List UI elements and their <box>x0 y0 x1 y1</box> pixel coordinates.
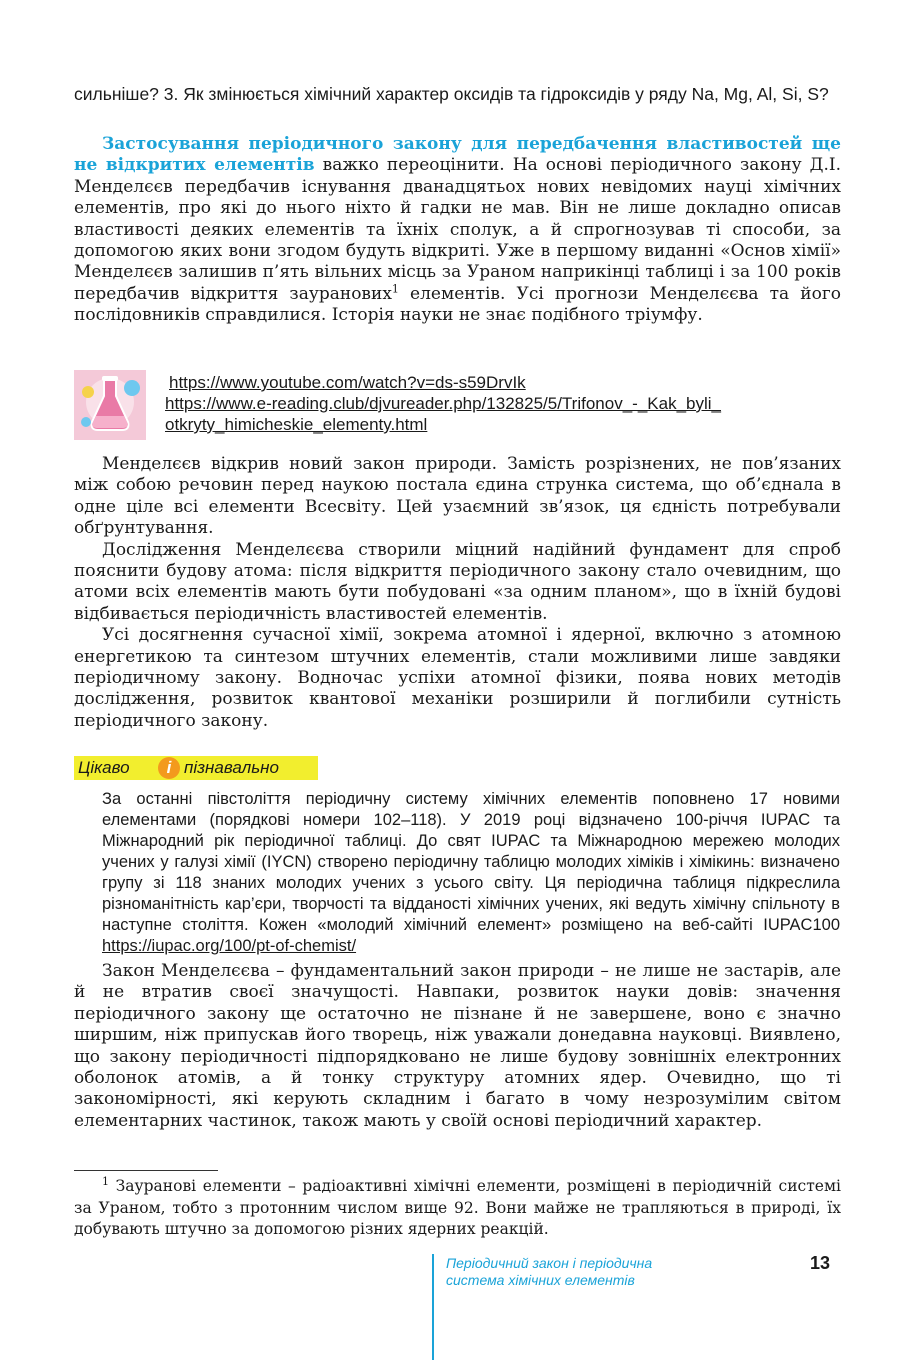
info-icon: і <box>158 757 180 779</box>
paragraph: Менделєєв відкрив новий закон природи. Замість розрізнених, не пов’язаних між собою речовин перед наукою постала єдина струнка система, що об’єднала в одне ціле всі елементи Всесвіту. Цей узаємний зв’язок, ця єдність потребували обґрунтування. <box>74 454 841 539</box>
links-list <box>165 372 855 435</box>
footer-title-line: Періодичний закон і періодична <box>446 1255 653 1271</box>
footnote-text: Зауранові елементи – радіоактивні хімічні елементи, розміщені в періодичній системі за Ураном, тобто з протонним числом вище 92. Вони майже не трапляються в природі, їх добувають штучно за допомогою різних ядерних реакцій. <box>74 1177 841 1238</box>
link-e-reading-cont[interactable]: otkryty_himicheskie_elementy.html <box>165 415 428 434</box>
body-paragraphs <box>74 454 841 732</box>
footnote-divider <box>74 1170 218 1171</box>
paragraph: Дослідження Менделєєва створили міцний надійний фундамент для спроб пояснити будову атома: після відкриття періодичного закону стало очевидним, що атоми всіх елементів мають бути побудовані «за одним планом», що в їхній будові відбивається періодичність властивостей елементів. <box>74 539 841 624</box>
links-block <box>74 368 854 440</box>
fact-box-label <box>74 756 318 780</box>
page-number: 13 <box>810 1253 831 1273</box>
fact-label-left: Цікаво <box>78 758 130 777</box>
paragraph: Закон Менделєєва – фундаментальний закон природи – не лише не застарів, але й не втратив своєї значущості. Навпаки, розвиток науки довів: значення періодичного закону ще остаточно не пізнане й не завершене, воно є значно ширшим, ніж припускав його творець, ніж уважали донедавна науковці. Виявлено, що закону періодичності підпорядковано не лише будову зовнішніх електронних оболонок атомів, а й тонку структуру атомних ядер. Очевидно, що ті закономірності, які керують складним і багато в чому незрозумілим світом елементарних частинок, також мають у своїй основі періодичний характер. <box>74 961 841 1131</box>
top-question: сильніше? 3. Як змінюється хімічний характер оксидів та гідроксидів у ряду Na, Mg, Al, Si, S? <box>74 84 829 104</box>
footnote-ref[interactable]: 1 <box>391 282 399 296</box>
link-e-reading[interactable]: https://www.e-reading.club/djvureader.php/132825/5/Trifonov_-_Kak_byli_ <box>165 394 721 413</box>
paragraph: Усі досягнення сучасної хімії, зокрема атомної і ядерної, включно з атомною енергетикою та синтезом штучних елементів, стали можливими лише завдяки періодичному закону. Водночас успіхи атомної фізики, поява нових методів дослідження, розвиток квантової механіки розширили й поглибили сутність періодичного закону. <box>74 625 841 731</box>
fact-label-right: пізнавально <box>184 758 279 777</box>
paragraph-prediction <box>74 134 841 327</box>
footer-section-title <box>446 1255 746 1289</box>
paragraph-text-end: елементів. Усі прогнози Менделєєва та його послідовників справдилися. Історія науки не знає подібного тріумфу. <box>74 283 841 326</box>
paragraph-text: важко переоцінити. На основі періодичного закону Д.І. Менделєєв передбачив існування дванадцятьох нових невідомих науці хімічних елементів, про які до нього ніхто й гадки не мав. Він не лише докладно описав властивості деяких елементів та їхніх сполук, а й спрогнозував ті способи, за допомогою яких вони згодом будуть відкриті. Уже в першому виданні «Основ хімії» Менделєєв залишив п’ять вільних місць за Ураном наприкінці таблиці і за 100 років передбачив відкриття зауранових <box>74 155 841 304</box>
chemistry-flask-icon <box>74 370 146 440</box>
footnote <box>74 1176 841 1241</box>
highlight-phrase: Застосування періодичного закону для передбачення властивостей ще не відкритих елементів <box>74 134 841 176</box>
fact-text: За останні півстоліття періодичну систему хімічних елементів поповнено 17 новими елементами (порядкові номери 102–118). У 2019 році відзначено 100-річчя IUPAC та Міжнародний рік періодичної таблиці. До свят IUPAC та Міжнародною мережею молодих учених у галузі хімії (IYCN) створено періодичну таблицю молодих хіміків і хімікинь: визначено групу зі 118 знаних молодих учених з усього світу. Ця періодична таблиця підкреслила різноманітність кар’єри, творчості та відданості хімічних учених, які ведуть хімічну спільноту в наступне століття. Кожен «молодий хімічний елемент» розміщено на веб-сайті IUPAC100 <box>102 790 840 934</box>
fact-box-text <box>102 789 840 957</box>
closing-paragraph <box>74 961 841 1132</box>
link-iupac[interactable]: https://iupac.org/100/pt-of-chemist/ <box>102 937 357 955</box>
link-youtube[interactable]: https://www.youtube.com/watch?v=ds-s59DrvIk <box>169 373 526 392</box>
footer-title-line: система хімічних елементів <box>446 1272 635 1288</box>
footer-divider <box>432 1254 434 1360</box>
footnote-mark: 1 <box>102 1174 109 1188</box>
